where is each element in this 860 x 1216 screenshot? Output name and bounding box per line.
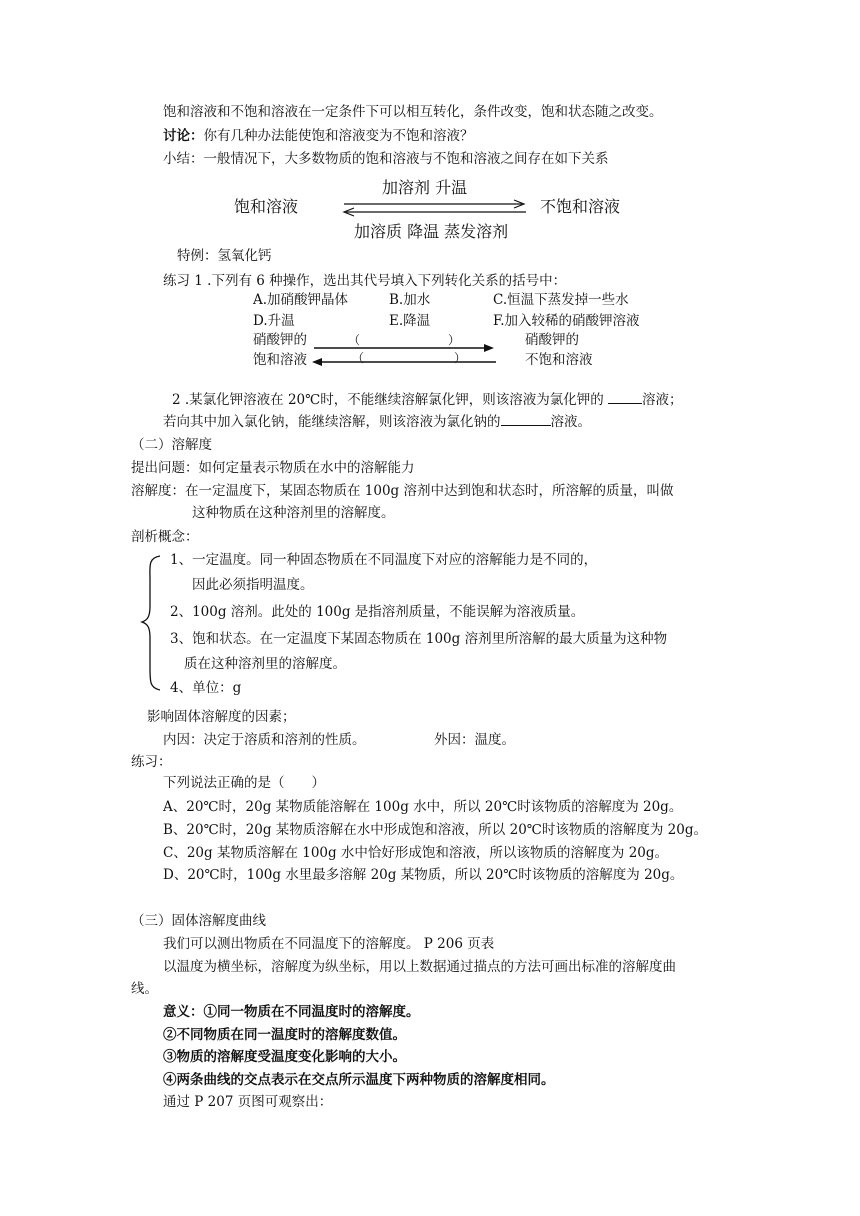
option-c: C.恒温下蒸发掉一些水 — [493, 292, 629, 308]
left-arrow — [312, 358, 496, 366]
text-line: 通过 P 207 页图可观察出： — [163, 1094, 333, 1110]
answer-paren-open: （ — [352, 351, 365, 365]
text-line: 这种物质在这种溶剂里的溶解度。 — [192, 505, 395, 521]
text-line: 饱和溶液和不饱和溶液在一定条件下可以相互转化，条件改变，饱和状态随之改变。 — [163, 104, 663, 120]
text-line: 练习 1 .下列有 6 种操作，选出其代号填入下列转化关系的括号中： — [163, 273, 567, 289]
diagram2-right-bottom: 不饱和溶液 — [525, 352, 593, 368]
text-line: 溶解度：在一定温度下，某固态物质在 100g 溶剂中达到饱和状态时，所溶解的质量，叫做 — [131, 483, 674, 499]
text-line: 2 .某氯化钾溶液在 20℃时，不能继续溶解氯化钾，则该溶液为氯化钾的 溶液； — [172, 392, 683, 408]
curly-brace — [142, 556, 160, 690]
discussion-text: 你有几种办法能使饱和溶液变为不饱和溶液？ — [203, 128, 474, 144]
list-item: 1、一定温度。同一种固态物质在不同温度下对应的溶解能力是不同的， — [170, 552, 598, 568]
text-line: 小结：一般情况下，大多数物质的饱和溶液与不饱和溶液之间存在如下关系 — [163, 151, 609, 167]
text-line: 内因：决定于溶质和溶剂的性质。 — [163, 732, 366, 748]
right-arrow — [314, 344, 494, 352]
list-item: 因此必须指明温度。 — [192, 577, 314, 593]
meaning-line: ②不同物质在同一温度时的溶解度数值。 — [163, 1027, 406, 1043]
text-line: 我们可以测出物质在不同温度下的溶解度。 P 206 页表 — [163, 936, 495, 952]
answer-paren-close: ） — [448, 333, 461, 347]
answer-paren-open: （ — [348, 333, 361, 347]
list-item: 4、单位：g — [170, 680, 242, 696]
diagram2-left-bottom: 饱和溶液 — [253, 352, 307, 368]
diagram-right-label: 不饱和溶液 — [540, 197, 621, 216]
text-line: 线。 — [131, 981, 158, 997]
text-line: 影响固体溶解度的因素； — [147, 709, 296, 725]
section-heading: （三）固体溶解度曲线 — [131, 913, 266, 929]
list-item: 质在这种溶剂里的溶解度。 — [184, 656, 346, 672]
meaning-line: ③物质的溶解度受温度变化影响的大小。 — [163, 1049, 406, 1065]
question: 下列说法正确的是（ ） — [163, 775, 325, 791]
text-line: 若向其中加入氯化钠，能继续溶解，则该溶液为氯化钠的 溶液。 — [163, 414, 591, 430]
answer-option: C、20g 某物质溶解在 100g 水中恰好形成饱和溶液，所以该物质的溶解度为 20g。 — [163, 845, 669, 861]
meaning-line: ④两条曲线的交点表示在交点所示温度下两种物质的溶解度相同。 — [163, 1072, 555, 1088]
diagram2-right-top: 硝酸钾的 — [525, 332, 579, 348]
answer-option: B、20℃时，20g 某物质溶解在水中形成饱和溶液，所以 20℃时该物质的溶解度为 20g。 — [163, 822, 707, 838]
right-arrow — [344, 200, 524, 208]
diagram-top-label: 加溶剂 升温 — [382, 178, 468, 197]
option-b: B.加水 — [389, 292, 431, 308]
option-d: D.升温 — [253, 313, 295, 329]
option-e: E.降温 — [389, 313, 431, 329]
text-line: 特例：氢氧化钙 — [177, 248, 272, 264]
answer-option: D、20℃时，100g 水里最多溶解 20g 某物质，所以 20℃时该物质的溶解度为 20g。 — [163, 867, 684, 883]
diagram-bottom-label: 加溶质 降温 蒸发溶剂 — [354, 222, 509, 241]
option-f: F.加入较稀的硝酸钾溶液 — [493, 313, 640, 329]
text-line: 外因：温度。 — [434, 732, 515, 748]
answer-option: A、20℃时，20g 某物质能溶解在 100g 水中，所以 20℃时该物质的溶解度为 20g。 — [163, 799, 683, 815]
section-heading: （二）溶解度 — [131, 437, 212, 453]
meaning-line: 意义：①同一物质在不同温度时的溶解度。 — [163, 1004, 420, 1020]
option-a: A.加硝酸钾晶体 — [253, 292, 349, 308]
text-line: 以温度为横坐标，溶解度为纵坐标，用以上数据通过描点的方法可画出标准的溶解度曲 — [163, 959, 676, 975]
list-item: 2、100g 溶剂。此处的 100g 是指溶剂质量，不能误解为溶液质量。 — [170, 604, 585, 620]
answer-paren-close: ） — [454, 351, 467, 365]
discussion-label: 讨论： — [163, 128, 204, 144]
answer-blank[interactable] — [501, 413, 551, 426]
text-line: 练习： — [131, 754, 172, 770]
text-line: 剖析概念： — [131, 529, 199, 545]
answer-blank[interactable] — [608, 391, 642, 404]
diagram-left-label: 饱和溶液 — [234, 197, 299, 216]
left-arrow — [344, 208, 526, 216]
text-line: 提出问题：如何定量表示物质在水中的溶解能力 — [131, 460, 415, 476]
diagram2-left-top: 硝酸钾的 — [253, 332, 307, 348]
list-item: 3、饱和状态。在一定温度下某固态物质在 100g 溶剂里所溶解的最大质量为这种物 — [170, 631, 668, 647]
